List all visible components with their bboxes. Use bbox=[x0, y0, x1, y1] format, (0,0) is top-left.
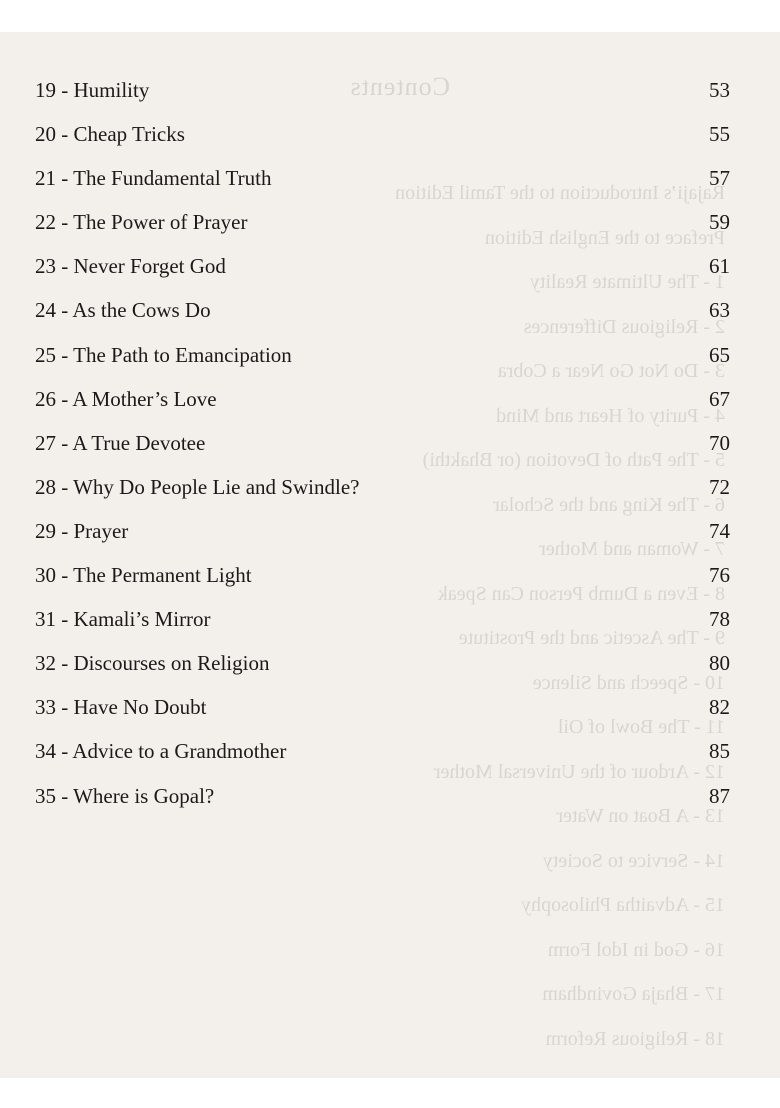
toc-entry bbox=[35, 166, 730, 210]
toc-entry bbox=[35, 475, 730, 519]
toc-entry-title: 23 - Never Forget God bbox=[35, 254, 226, 279]
toc-entry bbox=[35, 695, 730, 739]
toc-entry-title: 28 - Why Do People Lie and Swindle? bbox=[35, 474, 360, 499]
toc-entry-title: 31 - Kamali’s Mirror bbox=[35, 607, 211, 632]
showthrough-line: 18 - Religious Reform bbox=[545, 1027, 725, 1050]
toc-entry-page-number: 74 bbox=[709, 518, 730, 543]
toc-entry-page-number: 82 bbox=[709, 695, 730, 720]
showthrough-line: 10 - Speech and Silence bbox=[532, 671, 725, 694]
showthrough-heading: Contents bbox=[349, 72, 450, 101]
toc-entry-title: 33 - Have No Doubt bbox=[35, 695, 207, 720]
toc-entry-title: 27 - A True Devotee bbox=[35, 430, 206, 455]
toc-entry-page-number: 59 bbox=[709, 210, 730, 235]
showthrough-line: 2 - Religious Differences bbox=[523, 315, 725, 338]
toc-entry-page-number: 78 bbox=[709, 607, 730, 632]
toc-entry-page-number: 63 bbox=[709, 298, 730, 323]
showthrough-line: Rajaji’s Introduction to the Tamil Edition bbox=[395, 182, 725, 204]
showthrough-line: 4 - Purity of Heart and Mind bbox=[496, 404, 725, 427]
toc-entry bbox=[35, 122, 730, 166]
toc-entry-title: 19 - Humility bbox=[35, 78, 150, 102]
table-of-contents bbox=[35, 78, 730, 828]
toc-entry bbox=[35, 431, 730, 475]
showthrough-line: 14 - Service to Society bbox=[542, 849, 725, 872]
showthrough-line: 17 - Bhaja Govindham bbox=[542, 983, 725, 1005]
toc-entry-page-number: 55 bbox=[709, 122, 730, 147]
toc-entry bbox=[35, 343, 730, 387]
showthrough-line: 12 - Ardour of the Universal Mother bbox=[433, 760, 725, 783]
toc-entry bbox=[35, 784, 730, 828]
toc-entry bbox=[35, 254, 730, 298]
toc-entry-title: 26 - A Mother’s Love bbox=[35, 386, 217, 411]
toc-entry bbox=[35, 651, 730, 695]
showthrough-line: 8 - Even a Dumb Person Can Speak bbox=[437, 582, 725, 605]
toc-entry-page-number: 76 bbox=[709, 563, 730, 588]
showthrough-line: 5 - The Path of Devotion (or Bhakthi) bbox=[422, 449, 725, 471]
showthrough-line: 7 - Woman and Mother bbox=[539, 538, 725, 560]
toc-entry-page-number: 65 bbox=[709, 342, 730, 367]
showthrough-line: 15 - Advaitha Philosophy bbox=[521, 894, 725, 916]
toc-entry-page-number: 67 bbox=[709, 386, 730, 411]
toc-entry-page-number: 70 bbox=[709, 430, 730, 455]
toc-entry-title: 29 - Prayer bbox=[35, 518, 129, 543]
toc-entry-title: 34 - Advice to a Grandmother bbox=[35, 739, 287, 764]
toc-entry bbox=[35, 298, 730, 342]
toc-entry bbox=[35, 519, 730, 563]
toc-entry bbox=[35, 563, 730, 607]
toc-entry-title: 30 - The Permanent Light bbox=[35, 563, 252, 588]
toc-entry-title: 32 - Discourses on Religion bbox=[35, 651, 270, 676]
showthrough-line: 9 - The Ascetic and the Prostitute bbox=[458, 627, 725, 649]
toc-entry bbox=[35, 210, 730, 254]
toc-entry-title: 21 - The Fundamental Truth bbox=[35, 166, 272, 191]
toc-entry-page-number: 57 bbox=[709, 166, 730, 191]
showthrough-line: 1 - The Ultimate Reality bbox=[529, 271, 725, 293]
toc-entry-page-number: 80 bbox=[709, 651, 730, 676]
toc-entry-title: 35 - Where is Gopal? bbox=[35, 783, 215, 808]
showthrough-line: 13 - A Boat on Water bbox=[556, 805, 725, 827]
showthrough-line: Preface to the English Edition bbox=[485, 226, 725, 249]
toc-entry-page-number: 72 bbox=[709, 474, 730, 499]
toc-entry-title: 25 - The Path to Emancipation bbox=[35, 342, 292, 367]
toc-entry-title: 22 - The Power of Prayer bbox=[35, 210, 248, 235]
toc-entry-page-number: 85 bbox=[709, 739, 730, 764]
showthrough-line: 16 - God in Idol Form bbox=[547, 938, 725, 961]
showthrough-line: 3 - Do Not Go Near a Cobra bbox=[497, 360, 725, 382]
showthrough-line: 11 - The Bowl of Oil bbox=[557, 716, 725, 738]
toc-entry bbox=[35, 607, 730, 651]
toc-entry bbox=[35, 387, 730, 431]
toc-entry-title: 20 - Cheap Tricks bbox=[35, 122, 185, 147]
toc-entry-page-number: 87 bbox=[709, 783, 730, 808]
toc-entry bbox=[35, 739, 730, 783]
book-page bbox=[0, 32, 780, 1078]
toc-entry-page-number: 53 bbox=[709, 78, 730, 102]
showthrough-line: 6 - The King and the Scholar bbox=[493, 493, 725, 516]
toc-entry bbox=[35, 78, 730, 122]
toc-entry-title: 24 - As the Cows Do bbox=[35, 298, 211, 323]
toc-entry-page-number: 61 bbox=[709, 254, 730, 279]
